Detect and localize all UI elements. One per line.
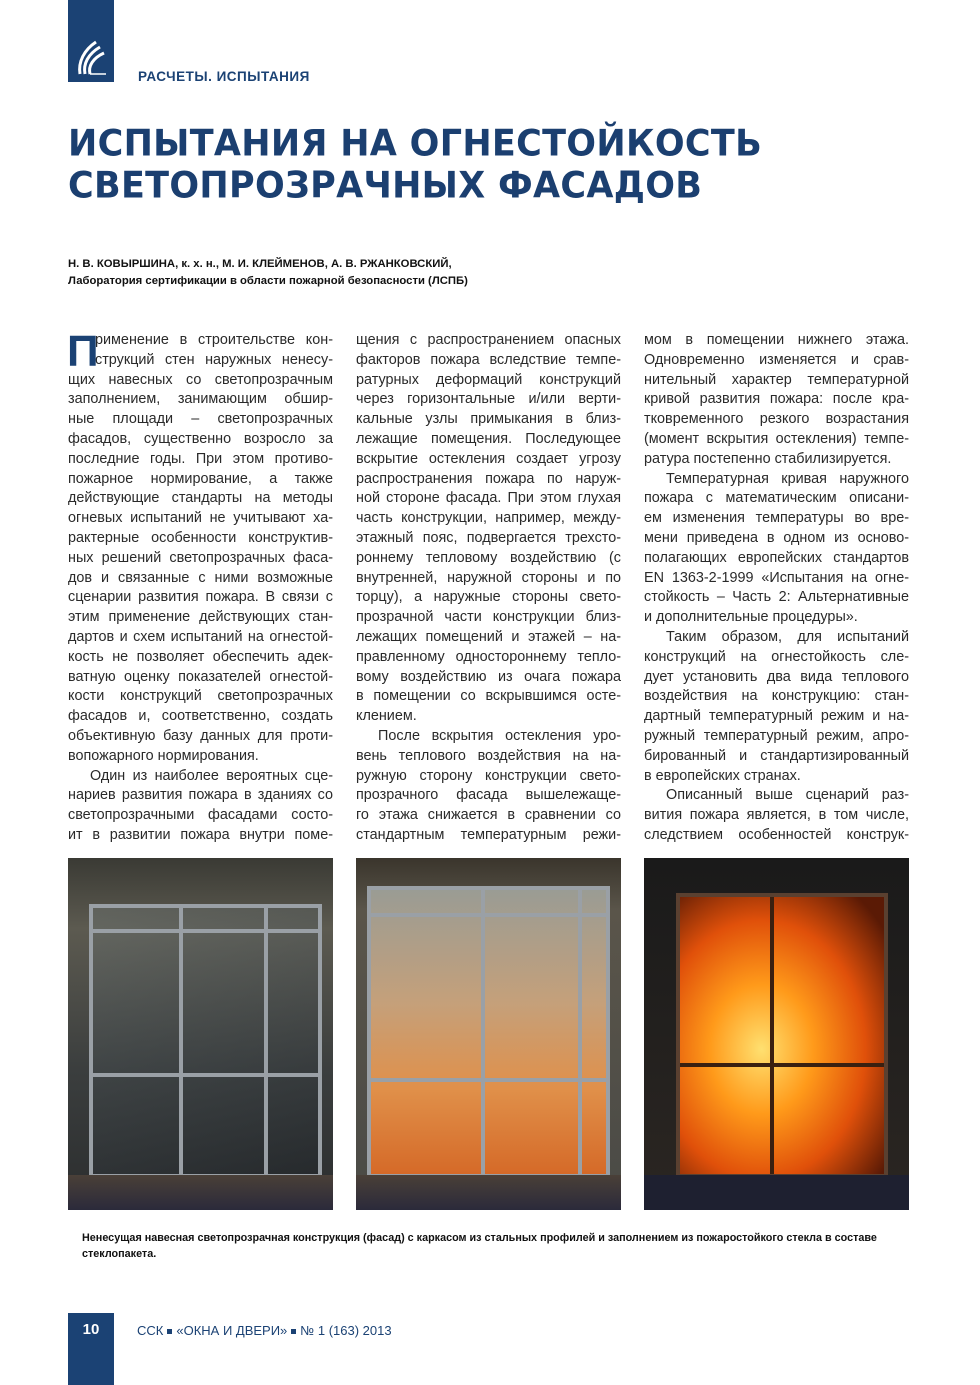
- separator-square-icon: [291, 1329, 296, 1334]
- author-affiliation: Лаборатория сертификации в области пожарной безопасности (ЛСПБ): [68, 275, 468, 287]
- text-line: в помещении со вскрывшимся осте-: [356, 688, 621, 705]
- text-line: бированный и стандартизированный: [644, 747, 909, 764]
- text-line: ратурных деформаций конструкций: [356, 371, 621, 388]
- text-line: (момент вскрытия остекления) темпе-: [644, 430, 909, 447]
- text-line: вень теплового воздействия на на-: [356, 747, 621, 764]
- text-line: тковременного резкого возрастания: [644, 411, 909, 428]
- text-line: Один из наиболее вероятных сце-: [90, 767, 333, 784]
- text-line: Таким образом, для испытаний: [666, 628, 909, 645]
- text-line: ружную сторону конструкции свето-: [356, 767, 621, 784]
- text-line: дартный температурный режим и на-: [644, 708, 909, 725]
- text-line: заполнением, занимающим обшир-: [68, 391, 333, 408]
- text-line: торцу), а наружные стороны свето-: [356, 589, 621, 606]
- text-line: нительный характер температурной: [644, 371, 909, 388]
- footer-title: «ОКНА И ДВЕРИ»: [176, 1323, 288, 1338]
- text-line: стойкость – Часть 2: Альтернативные: [644, 589, 909, 606]
- text-line: следствием особенностей конструк-: [644, 826, 909, 843]
- text-line: Температурная кривая наружного: [666, 470, 909, 487]
- text-line: фасадов и, соответственно, создать: [68, 708, 333, 725]
- footer-band: [68, 1313, 114, 1385]
- photo-caption: Ненесущая навесная светопрозрачная конструкция (фасад) с каркасом из стальных профилей и заполнением из пожаростойкого стекла в составе стеклопакета.: [82, 1232, 877, 1260]
- header-band: [68, 0, 114, 82]
- text-line: в европейских странах.: [644, 767, 801, 784]
- text-line: сценарии развития пожара. В связи с: [68, 589, 333, 606]
- text-line: огневых испытаний не учитывают ха-: [68, 510, 333, 527]
- text-line: дартов и схем испытаний на огнестой-: [68, 628, 333, 645]
- text-line: этажный пояс, подвергается трехсто-: [356, 529, 621, 546]
- text-line: EN 1363-2-1999 «Испытания на огне-: [644, 569, 909, 586]
- text-column-2: [356, 331, 621, 846]
- text-line: лежащие помещения. Последующее: [356, 430, 621, 447]
- text-line: вому воздействию из очага пожара: [356, 668, 621, 685]
- text-line: После вскрытия остекления уро-: [378, 727, 621, 744]
- text-line: кость не позволяет обеспечить адек-: [68, 648, 333, 665]
- text-line: пожара с математическим описани-: [644, 490, 909, 507]
- text-line: вскрытие остекления создает угрозу: [356, 450, 621, 467]
- text-line: вопожарного нормирования.: [68, 747, 259, 764]
- text-line: кости конструкций светопрозрачных: [68, 688, 333, 705]
- text-line: ватную оценку показателей огнестой-: [68, 668, 333, 685]
- text-line: часть конструкции, например, между-: [356, 510, 621, 527]
- footer-issue: № 1 (163) 2013: [300, 1323, 392, 1338]
- text-line: ружный температурный режим, апро-: [644, 727, 909, 744]
- text-line: факторов пожара вследствие темпе-: [356, 351, 621, 368]
- text-line: прозрачной части конструкции близ-: [356, 609, 621, 626]
- text-line: щих навесных со светопрозрачным: [68, 371, 333, 388]
- text-line: струкций стен наружных ненесу-: [95, 351, 333, 368]
- title-line-1: ИСПЫТАНИЯ НА ОГНЕСТОЙКОСТЬ: [68, 123, 763, 165]
- text-line: нариев развития пожара в зданиях со: [68, 787, 333, 804]
- footer-magazine: ССК: [137, 1323, 164, 1338]
- text-line: ной стороне фасада. При этом глухая: [356, 490, 621, 507]
- text-line: конструкций на огнестойкость сле-: [644, 648, 909, 665]
- photo-facade-heated: [356, 858, 621, 1210]
- text-line: через горизонтальные и/или верти-: [356, 391, 621, 408]
- drop-cap: П: [67, 327, 99, 376]
- text-line: ных решений светопрозрачных фаса-: [68, 549, 333, 566]
- text-line: прозрачного фасада вышележаще-: [356, 787, 621, 804]
- text-line: ратура постепенно стабилизируется.: [644, 450, 892, 467]
- text-line: распространения пожара по наруж-: [356, 470, 621, 487]
- text-line: последние годы. При этом противо-: [68, 450, 333, 467]
- section-label: РАСЧЕТЫ. ИСПЫТАНИЯ: [138, 69, 310, 84]
- text-line: и дополнительные процедуры».: [644, 609, 858, 626]
- text-line: фасадов, существенно возросло за: [68, 430, 333, 447]
- publisher-logo-icon: [76, 36, 108, 76]
- text-line: рименение в строительстве кон-: [95, 332, 333, 348]
- text-line: мени приведена в одном из осново-: [644, 529, 909, 546]
- text-line: рактерные особенности конструктив-: [68, 529, 333, 546]
- text-line: кривой развития пожара: после кра-: [644, 391, 909, 408]
- text-line: вития пожара является, в том числе,: [644, 807, 909, 824]
- text-line: мом в помещении нижнего этажа.: [644, 332, 909, 348]
- text-line: дует установить два вида теплового: [644, 668, 909, 685]
- text-line: роннему тепловому воздействию (с: [356, 549, 621, 566]
- photo-facade-fire: [644, 858, 909, 1210]
- author-names: Н. В. КОВЫРШИНА, к. х. н., М. И. КЛЕЙМЕНОВ, А. В. РЖАНКОВСКИЙ,: [68, 258, 452, 270]
- article-title: [68, 123, 762, 207]
- text-line: ем изменения температуры во вре-: [644, 510, 909, 527]
- text-line: действующие стандарты на методы: [68, 490, 333, 507]
- text-line: светопрозрачными фасадами состо-: [68, 807, 333, 824]
- text-line: полагающих европейских стандартов: [644, 549, 909, 566]
- text-line: щения с распространением опасных: [356, 332, 621, 348]
- text-line: правленному одностороннему тепло-: [356, 648, 621, 665]
- authors-block: [68, 256, 468, 290]
- title-line-2: СВЕТОПРОЗРАЧНЫХ ФАСАДОВ: [68, 165, 703, 207]
- text-line: лежащих помещений и этажей – на-: [356, 628, 621, 645]
- text-line: воздействия на конструкцию: стан-: [644, 688, 909, 705]
- text-line: го этажа снижается в сравнении со: [356, 807, 621, 824]
- text-line: ные площади – светопрозрачных: [68, 411, 333, 428]
- text-line: этим применение действующих стан-: [68, 609, 333, 626]
- text-line: Описанный выше сценарий раз-: [666, 787, 909, 804]
- text-column-3: [644, 331, 909, 846]
- text-column-1: [67, 327, 333, 846]
- text-line: внутренней, наружной стороны и по: [356, 569, 621, 586]
- text-line: ит в развитии пожара внутри поме-: [68, 826, 333, 843]
- text-line: дов и связанные с ними возможные: [68, 569, 333, 586]
- text-line: объективную базу данных для проти-: [68, 727, 333, 744]
- page-number: 10: [82, 1321, 100, 1338]
- text-line: клением.: [356, 708, 417, 725]
- text-line: кальные узлы примыкания в близ-: [356, 411, 621, 428]
- text-line: стандартным температурным режи-: [356, 826, 621, 843]
- photo-facade-before-test: [68, 858, 333, 1210]
- text-line: пожарное нормирование, а также: [68, 470, 333, 487]
- footer-publication: [137, 1323, 392, 1338]
- text-line: Одновременно изменяется и срав-: [644, 351, 909, 368]
- separator-square-icon: [167, 1329, 172, 1334]
